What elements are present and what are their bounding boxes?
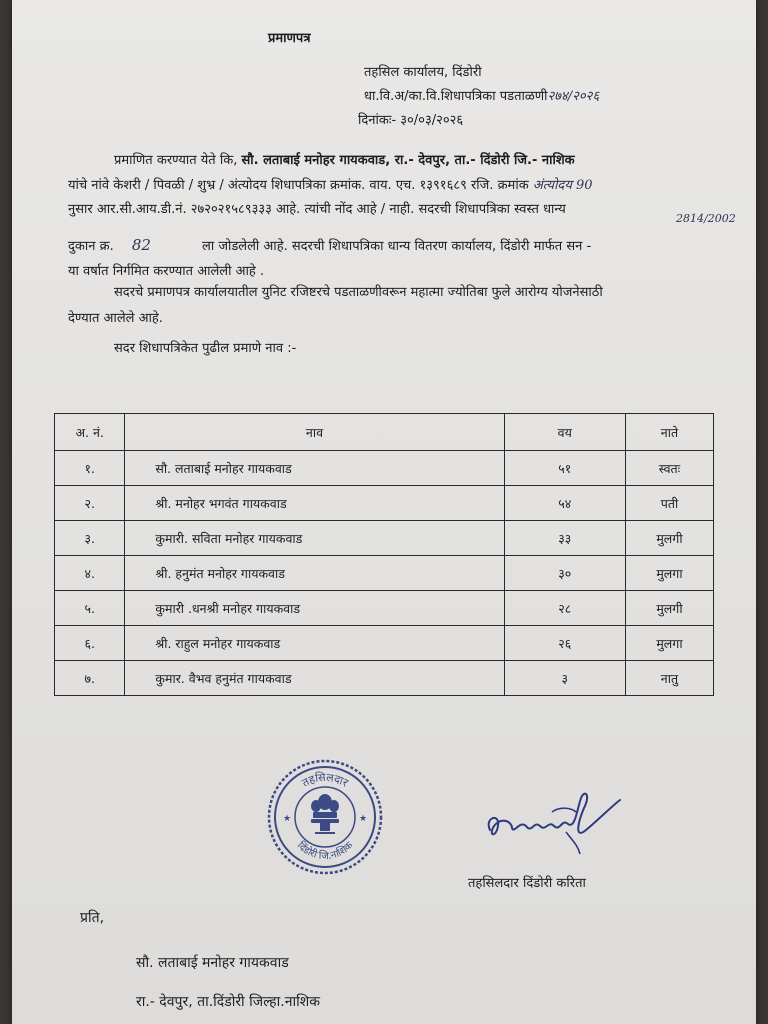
para1-line5: या वर्षात निर्गमित करण्यात आलेली आहे .: [68, 264, 265, 279]
row-serial: ६.: [55, 626, 125, 661]
row-serial: ७.: [55, 661, 125, 696]
row-age: ५४: [504, 486, 625, 521]
row-name: श्री. हनुमंत मनोहर गायकवाड: [125, 556, 504, 591]
office-name: तहसिल कार्यालय, दिंडोरी: [364, 65, 482, 80]
recipient-name: सौ. लताबाई मनोहर गायकवाड: [136, 955, 289, 971]
national-emblem-icon: [311, 794, 339, 834]
card-number-text: यांचे नांवे केशरी / पिवळी / शुभ्र / अंत्योदय शिधापत्रिका क्रमांक. वाय. एच. १३९१६८९ रजि. क्रमांक: [68, 178, 529, 193]
stamp-star-left-icon: ★: [283, 814, 292, 824]
members-intro: सदर शिधापत्रिकेत पुढील प्रमाणे नाव :-: [114, 341, 297, 356]
row-age: २८: [504, 591, 625, 626]
header-name: नाव: [125, 414, 504, 451]
header-relation: नाते: [625, 414, 713, 451]
table-row: [55, 591, 714, 626]
para2-line1: सदरचे प्रमाणपत्र कार्यालयातील युनिट रजिष्टरचे पडताळणीवरून महात्मा ज्योतिबा फुले आरोग्य योजनेसाठी: [114, 285, 603, 300]
row-serial: ४.: [55, 556, 125, 591]
holder-name-address: सौ. लताबाई मनोहर गायकवाड, रा.- देवपुर, ता.- दिंडोरी जि.- नाशिक: [241, 153, 575, 168]
row-serial: ५.: [55, 591, 125, 626]
document-title: प्रमाणपत्र: [268, 31, 311, 46]
stamp-bottom-text: दिंडोरी जि.नाशिक: [294, 840, 356, 863]
row-name: सौ. लताबाई मनोहर गायकवाड: [125, 451, 504, 486]
register-number-handwritten: अंत्योदय 90: [532, 178, 593, 193]
shop-number-handwritten: 82: [131, 236, 151, 254]
table-row: [55, 451, 714, 486]
table-row: [55, 661, 714, 696]
row-relation: मुलगा: [625, 556, 713, 591]
row-age: ३: [504, 661, 625, 696]
row-name: श्री. राहुल मनोहर गायकवाड: [125, 626, 504, 661]
signature-scribble: [482, 782, 642, 862]
reference-line: [364, 86, 599, 104]
shop-code-handwritten: 2814/2002: [676, 212, 736, 225]
table-header-row: [55, 414, 714, 451]
certificate-page: [12, 0, 756, 1024]
row-age: ३०: [504, 556, 625, 591]
table-row: [55, 556, 714, 591]
tehsildar-seal-stamp: [265, 757, 385, 877]
row-serial: १.: [55, 451, 125, 486]
row-serial: ३.: [55, 521, 125, 556]
para1-line2: [68, 175, 593, 193]
row-relation: स्वतः: [625, 451, 713, 486]
recipient-to-label: प्रति,: [80, 910, 105, 926]
row-relation: मुलगी: [625, 521, 713, 556]
table-row: [55, 626, 714, 661]
header-serial: अ. नं.: [55, 414, 125, 451]
row-age: ३३: [504, 521, 625, 556]
table-row: [55, 486, 714, 521]
reference-handwritten-number: २७४/२०२६: [547, 89, 600, 104]
row-name: कुमार. वैभव हनुमंत गायकवाड: [125, 661, 504, 696]
para1-line1: [114, 150, 575, 168]
para1-intro: प्रमाणित करण्यात येते कि,: [114, 153, 238, 168]
reference-text: धा.वि.अ/का.वि.शिधापत्रिका पडताळणी: [364, 89, 548, 104]
row-serial: २.: [55, 486, 125, 521]
date-line: दिनांकः- ३०/०३/२०२६: [358, 113, 464, 128]
shop-label: दुकान क्र.: [68, 239, 114, 254]
header-age: वय: [504, 414, 625, 451]
row-name: कुमारी. सविता मनोहर गायकवाड: [125, 521, 504, 556]
stamp-top-text: तहसिलदार: [299, 770, 351, 790]
members-table: [54, 413, 714, 696]
shop-attached-text: ला जोडलेली आहे. सदरची शिधापत्रिका धान्य वितरण कार्यालय, दिंडोरी मार्फत सन -: [202, 239, 592, 254]
row-relation: पती: [625, 486, 713, 521]
table-row: [55, 521, 714, 556]
row-relation: मुलगी: [625, 591, 713, 626]
para1-line4: [68, 236, 591, 254]
row-age: २६: [504, 626, 625, 661]
row-relation: नातु: [625, 661, 713, 696]
recipient-address: रा.- देवपुर, ता.दिंडोरी जिल्हा.नाशिक: [136, 994, 320, 1010]
para1-line3: नुसार आर.सी.आय.डी.नं. २७२०२१५८९३३३ आहे. त्यांची नोंद आहे / नाही. सदरची शिधापत्रिका स्वस्त धान्य: [68, 202, 566, 217]
row-age: ५१: [504, 451, 625, 486]
row-relation: मुलगा: [625, 626, 713, 661]
row-name: कुमारी .धनश्री मनोहर गायकवाड: [125, 591, 504, 626]
para2-line2: देण्यात आलेले आहे.: [68, 311, 163, 326]
signatory-designation: तहसिलदार दिंडोरी करिता: [468, 876, 586, 891]
stamp-star-right-icon: ★: [359, 814, 368, 824]
row-name: श्री. मनोहर भगवंत गायकवाड: [125, 486, 504, 521]
